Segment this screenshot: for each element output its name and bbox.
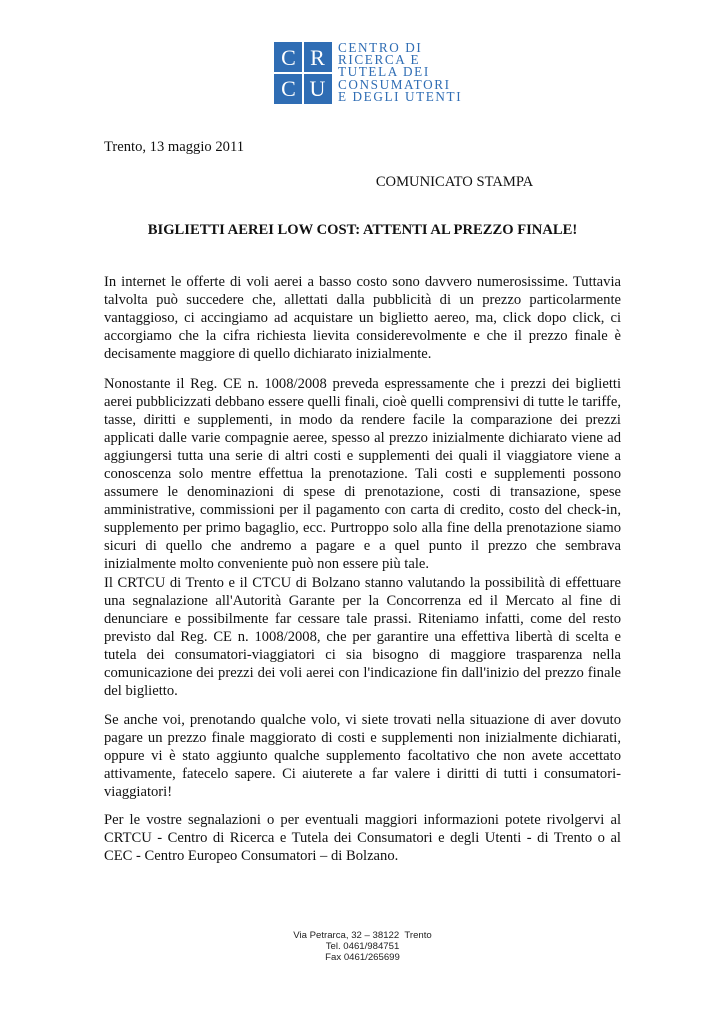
logo-letter: R <box>310 45 325 70</box>
document-title: BIGLIETTI AEREI LOW COST: ATTENTI AL PREZZO FINALE! <box>147 222 578 238</box>
logo-mark <box>274 42 332 104</box>
logo-line: RICERCA E <box>338 52 421 68</box>
footer-fax: Fax 0461/265699 <box>325 952 400 963</box>
logo-line: TUTELA DEI <box>338 64 430 80</box>
crtcu-logo <box>274 42 462 104</box>
footer-address: Via Petrarca, 32 – 38122 Trento <box>293 930 432 941</box>
logo-line: CONSUMATORI <box>338 76 451 92</box>
logo-wordmark <box>338 42 462 103</box>
footer-tel: Tel. 0461/984751 <box>325 941 400 952</box>
logo-letter: C <box>281 45 296 70</box>
page-footer <box>0 930 725 963</box>
logo-line: E DEGLI UTENTI <box>338 88 463 104</box>
press-release-label: COMUNICATO STAMPA <box>375 174 534 190</box>
logo-line: CENTRO DI <box>338 40 423 55</box>
logo-letter: C <box>281 76 296 101</box>
paragraph-2: Nonostante il Reg. CE n. 1008/2008 preveda espressamente che i prezzi dei biglietti aerei pubblicizzati debbano essere quelli finali, cioè quelli comprensivi di tutte le tariffe, tasse, diritti e supplementi, in modo da rendere facile la comparazione dei prezzi applicati dalle varie compagnie aeree, spesso al prezzo inizialmente dichiarato viene ad aggiungersi tutta una serie di altri costi e supplementi dei quali il viaggiatore viene a conoscenza solo mentre effettua la prenotazione. Tali costi e supplementi possono assumere le denominazioni di spese di prenotazione, costi di transazione, spese amministrative, commissioni per il pagamento con carta di credito, costo del check-in, supplemento per primo bagaglio, ecc. Purtroppo solo alla fine della prenotazione siamo sicuri di quello che andremo a pagare e a quel punto il prezzo che sembrava inizialmente molto conveniente può non essere più tale. <box>104 376 621 572</box>
logo-letter: U <box>309 76 326 101</box>
press-release-label-row <box>0 174 725 191</box>
logo-divider <box>274 72 332 74</box>
paragraph-3: Il CRTCU di Trento e il CTCU di Bolzano stanno valutando la possibilità di effettuare una segnalazione all'Autorità Garante per la Concorrenza ed il Mercato al fine di denunciare e possibilmente far cessare tale prassi. Riteniamo infatti, come del resto previsto dal Reg. CE n. 1008/2008, che per garantire una effettiva libertà di scelta e tutela dei consumatori-viaggiatori ci sia bisogno di maggiore trasparenza nella comunicazione dei prezzi dei voli aerei con l'indicazione fin dall'inizio del prezzo finale del biglietto. <box>104 575 621 699</box>
document-date: Trento, 13 maggio 2011 <box>104 139 244 155</box>
paragraph-5: Per le vostre segnalazioni o per eventuali maggiori informazioni potete rivolgervi al CRTCU - Centro di Ricerca e Tutela dei Consumatori e degli Utenti - di Trento o al CEC - Centro Europeo Consumatori – di Bolzano. <box>104 812 621 864</box>
paragraph-4: Se anche voi, prenotando qualche volo, vi siete trovati nella situazione di aver dovuto pagare un prezzo finale maggiorato di costi e supplementi non inizialmente dichiarati, oppure vi è stato aggiunto qualche supplemento facoltativo che non avete accettato attivamente, fatecelo sapere. Ci aiuterete a far valere i diritti di tutti i consumatori-viaggiatori! <box>104 712 621 800</box>
paragraph-1: In internet le offerte di voli aerei a basso costo sono davvero numerosissime. Tuttavia talvolta può succedere che, allettati dalla pubblicità di un prezzo particolarmente vantaggioso, ci accingiamo ad acquistare un biglietto aereo, ma, click dopo click, ci accorgiamo che la cifra richiesta lievita considerevolmente e che il prezzo finale è decisamente maggiore di quello dichiarato inizialmente. <box>104 274 621 362</box>
